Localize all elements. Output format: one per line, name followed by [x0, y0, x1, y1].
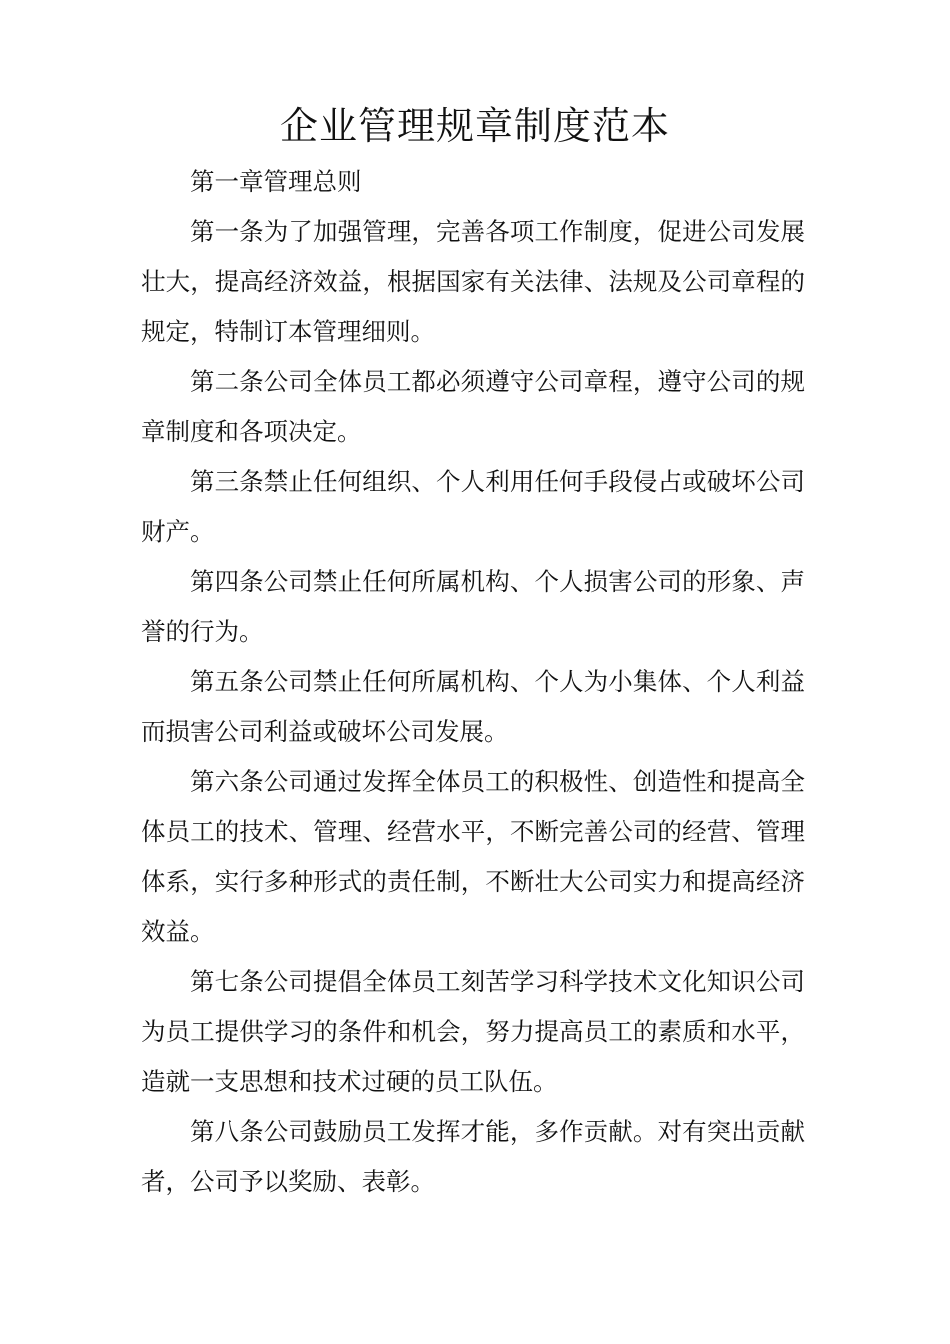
document-body	[141, 157, 805, 1207]
article-5: 第五条公司禁止任何所属机构、个人为小集体、个人利益而损害公司利益或破坏公司发展。	[141, 667, 805, 746]
article-1: 第一条为了加强管理，完善各项工作制度，促进公司发展壮大，提高经济效益，根据国家有关法律、法规及公司章程的规定，特制订本管理细则。	[141, 217, 805, 346]
article-4: 第四条公司禁止任何所属机构、个人损害公司的形象、声誉的行为。	[141, 567, 805, 646]
article-8: 第八条公司鼓励员工发挥才能，多作贡献。对有突出贡献者，公司予以奖励、表彰。	[141, 1117, 805, 1196]
document-title: 企业管理规章制度范本	[279, 104, 670, 148]
article-2: 第二条公司全体员工都必须遵守公司章程，遵守公司的规章制度和各项决定。	[141, 367, 805, 446]
article-6: 第六条公司通过发挥全体员工的积极性、创造性和提高全体员工的技术、管理、经营水平，不断完善公司的经营、管理体系，实行多种形式的责任制，不断壮大公司实力和提高经济效益。	[141, 767, 805, 946]
article-7: 第七条公司提倡全体员工刻苦学习科学技术文化知识公司为员工提供学习的条件和机会，努力提高员工的素质和水平，造就一支思想和技术过硬的员工队伍。	[141, 967, 805, 1096]
chapter-heading: 第一章管理总则	[190, 167, 362, 196]
article-3: 第三条禁止任何组织、个人利用任何手段侵占或破坏公司财产。	[141, 467, 805, 546]
